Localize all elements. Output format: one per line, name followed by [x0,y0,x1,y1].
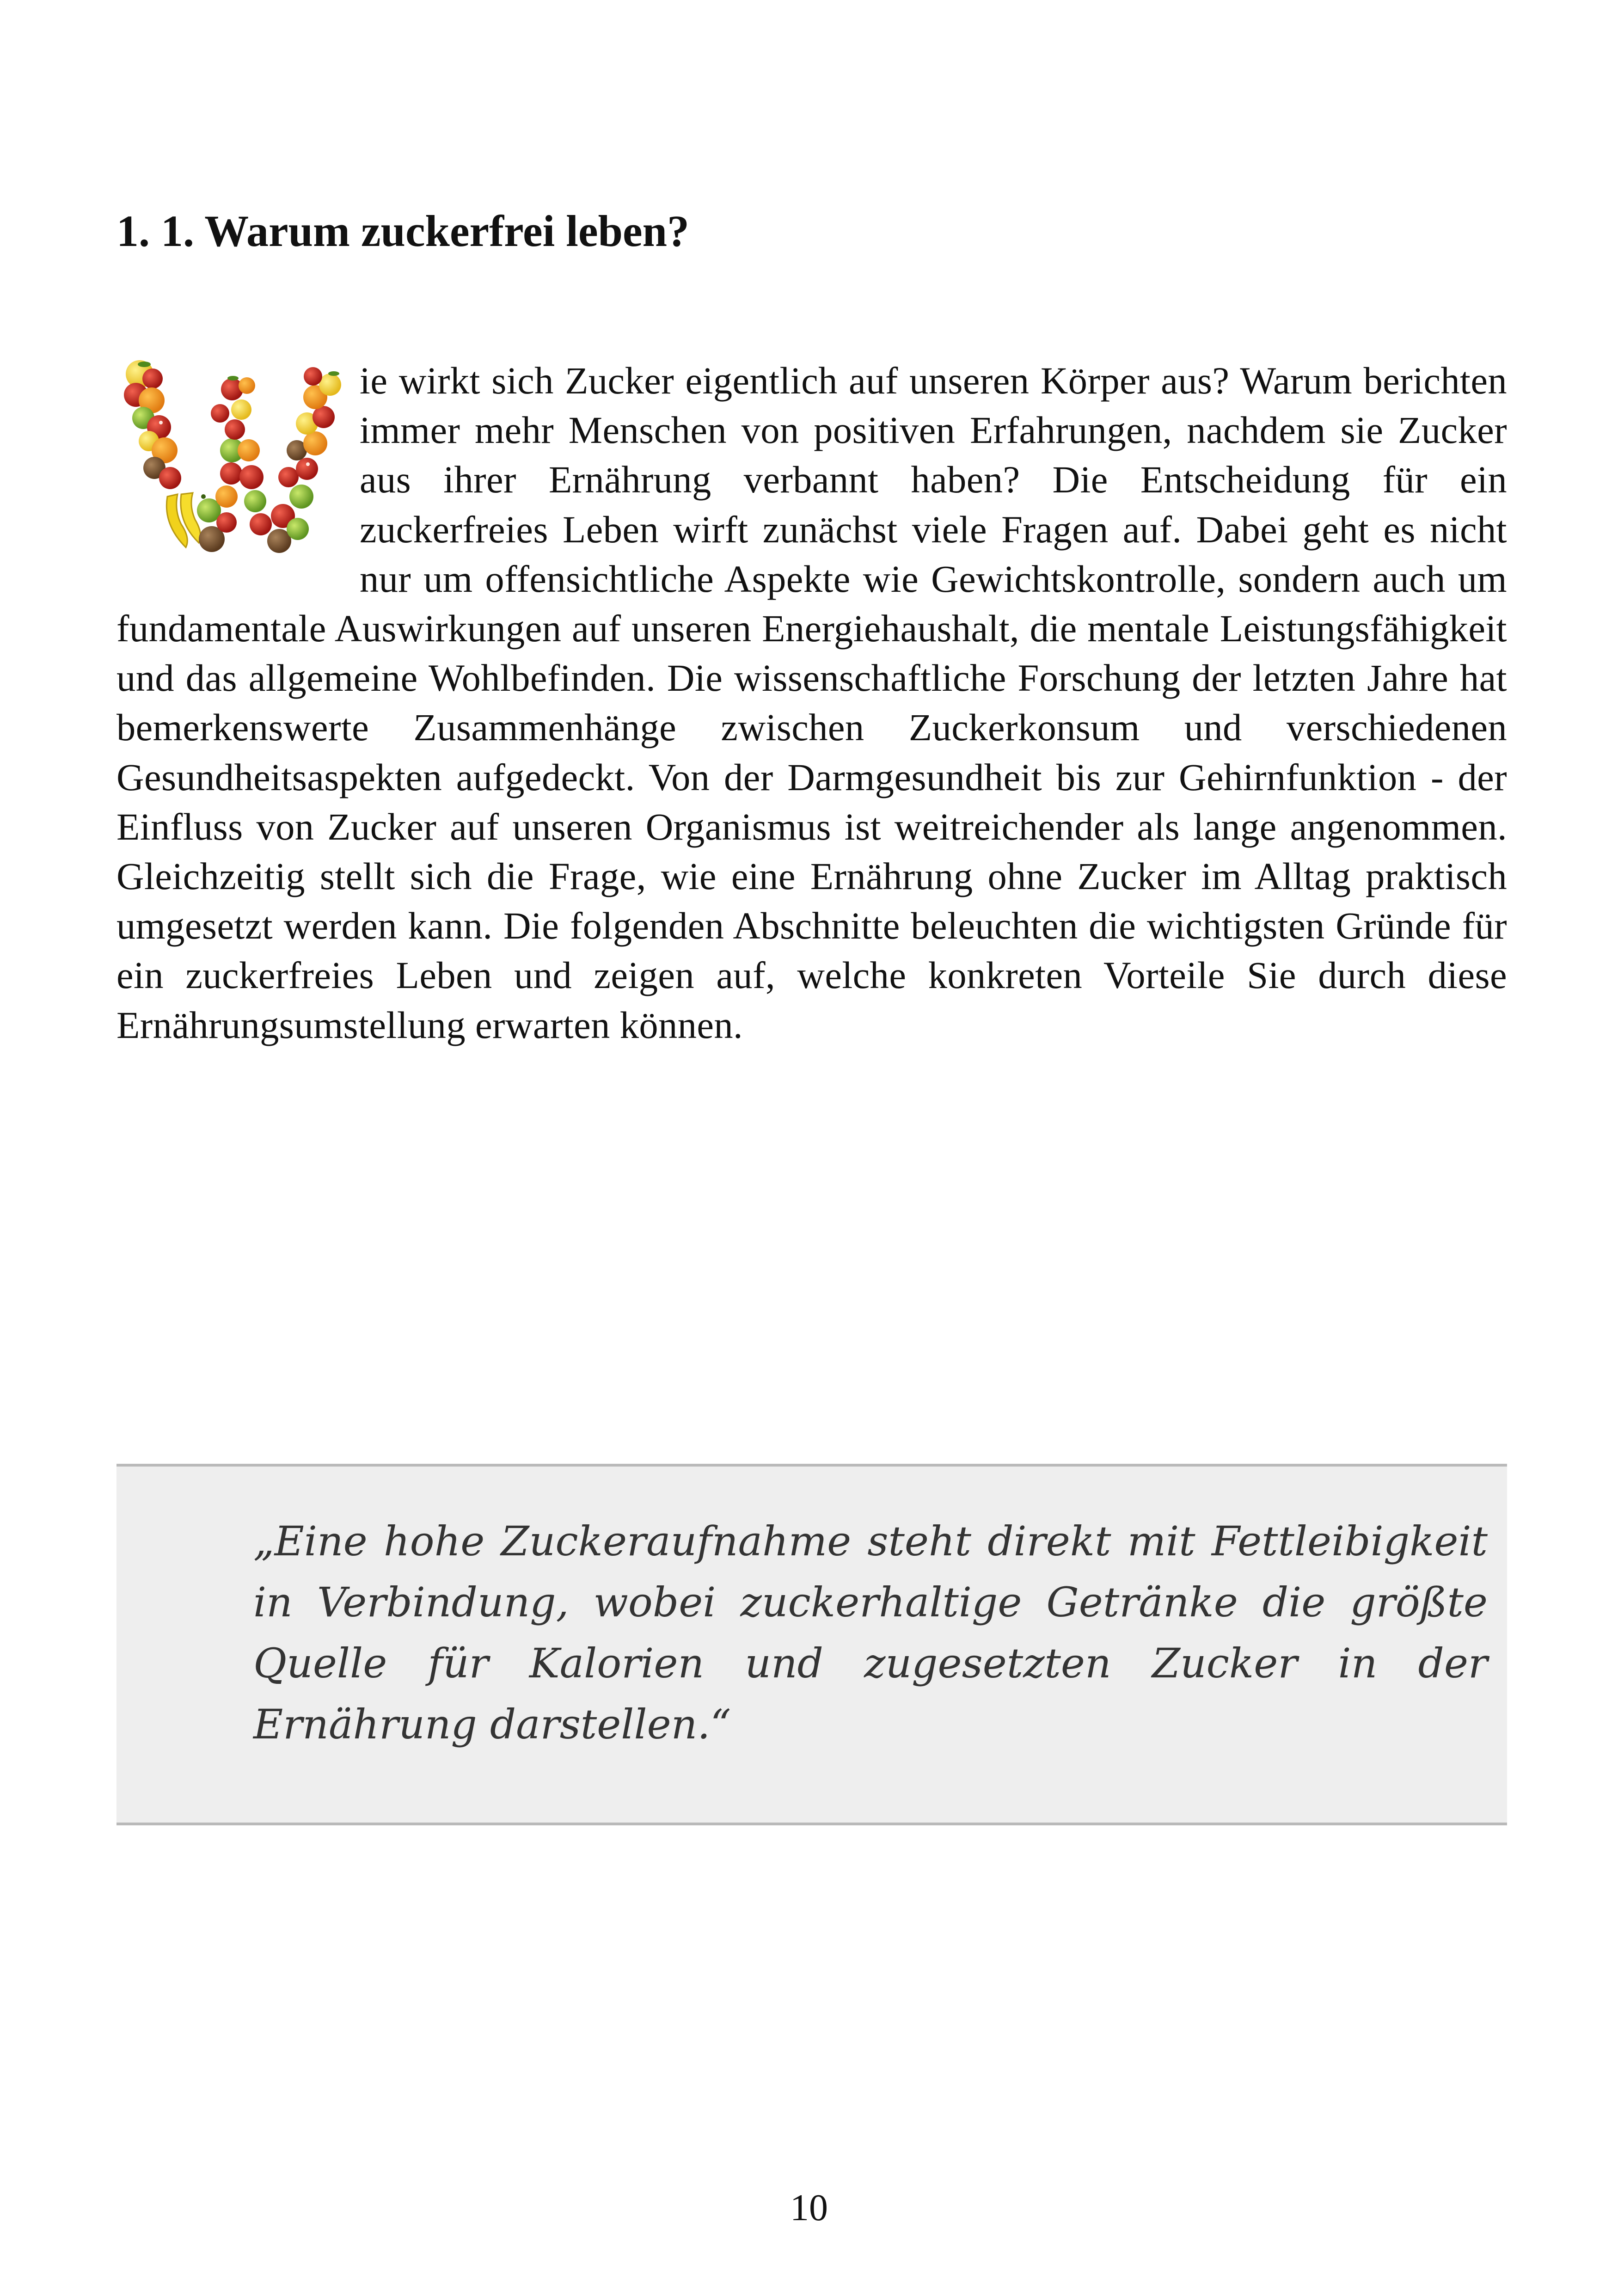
paragraph-text: ie wirkt sich Zucker eigentlich auf unseren Körper aus? Warum berichten immer mehr Menschen von positiven Erfahrungen, nachdem sie Zucker aus ihrer Ernährung verbannt haben? Die Entscheidung für ein zuckerfreies Leben wirft zunächst viele Fragen auf. Dabei geht es nicht nur um offensichtliche Aspekte wie Gewichtskontrolle, sondern auch um fundamentale Auswirkungen auf unseren Energiehaushalt, die mentale Leistungsfähigkeit und das allgemeine Wohlbefinden. Die wissenschaftliche Forschung der letzten Jahre hat bemerkenswerte Zusammenhänge zwischen Zuckerkonsum und verschiedenen Gesundheitsaspekten aufgedeckt. Von der Darmgesundheit bis zur Gehirnfunktion - der Einfluss von Zucker auf unseren Organismus ist weitreichender als lange angenommen. Gleichzeitig stellt sich die Frage, wie eine Ernährung ohne Zucker im Alltag praktisch umgesetzt werden kann. Die folgenden Abschnitte beleuchten die wichtigsten Gründe für ein zuckerfreies Leben und zeigen auf, welche konkreten Vorteile Sie durch diese Ernährungsumstellung erwarten können. [116,359,1507,1046]
fruit-letter-w-icon [116,358,348,561]
pull-quote-box [116,1464,1507,1825]
page-number: 10 [790,2186,828,2228]
pull-quote-text: „Eine hohe Zuckeraufnahme steht direkt mit Fettleibigkeit in Verbindung, wobei zuckerhaltige Getränke die größte Quelle für Kalorien und zugesetzten Zucker in der Ernährung darstellen.“ [253,1517,1488,1748]
section-heading: 1. 1. Warum zuckerfrei leben? [116,206,689,256]
intro-paragraph [116,356,1507,1050]
